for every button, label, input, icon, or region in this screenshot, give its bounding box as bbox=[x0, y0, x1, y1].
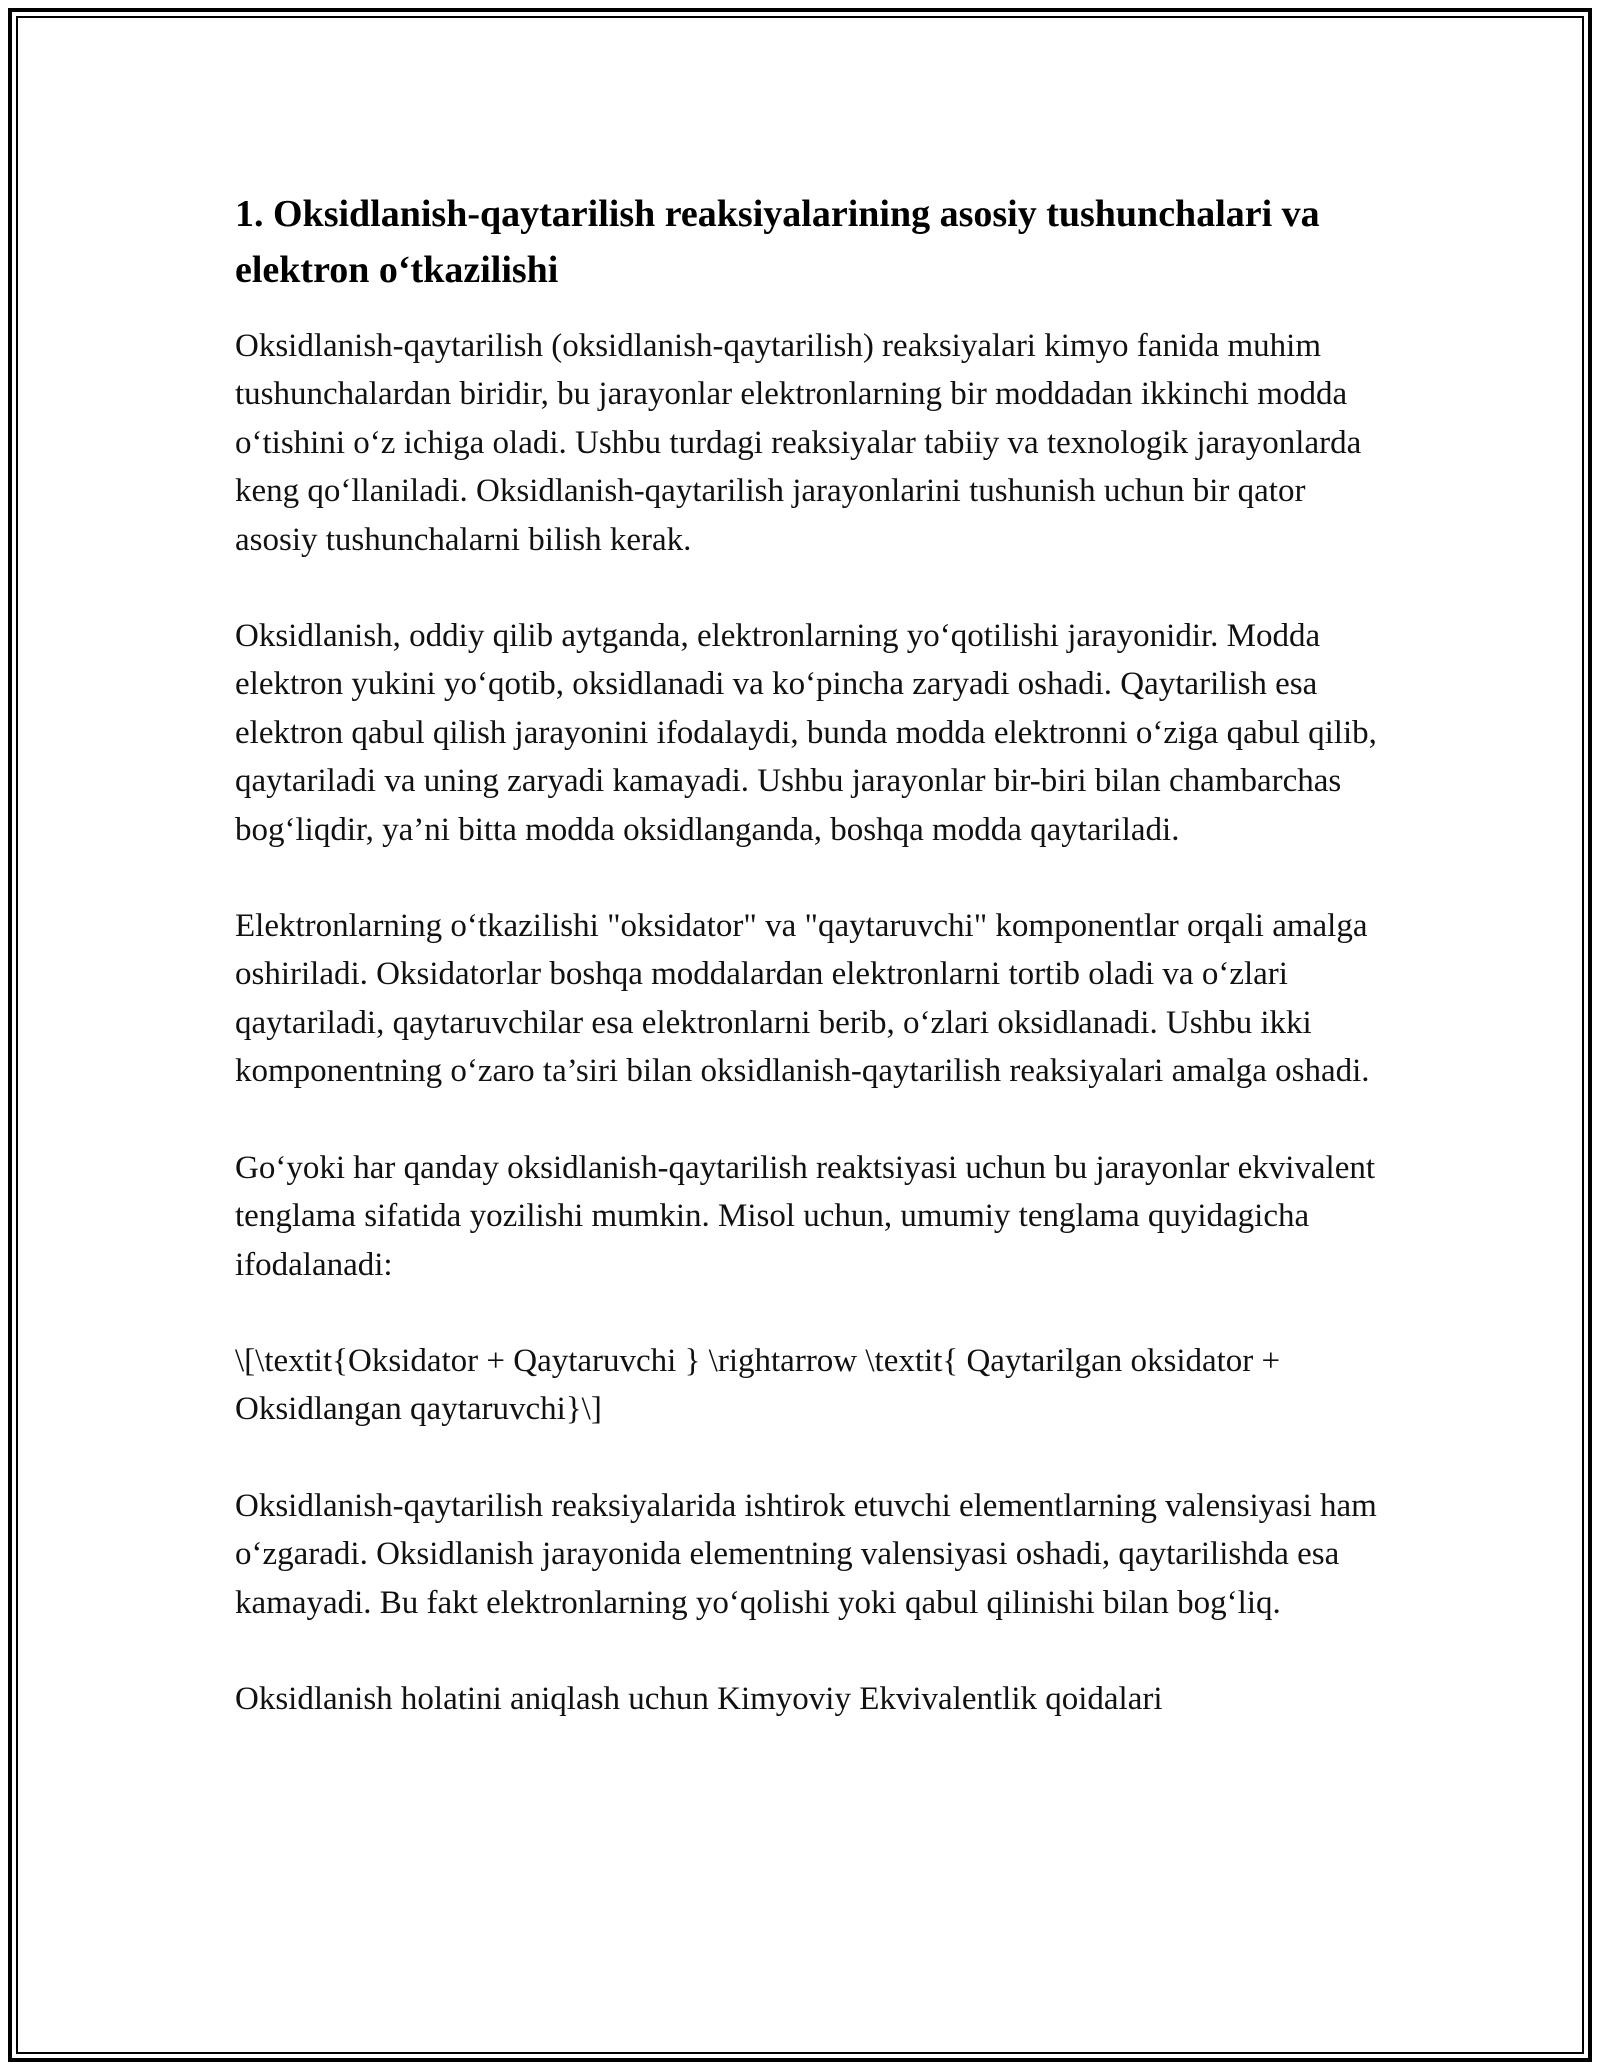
paragraph-intro: Oksidlanish-qaytarilish (oksidlanish-qaytarilish) reaksiyalari kimyo fanida muhim tushunchalardan biridir, bu jarayonlar elektronlarning bir moddadan ikkinchi modda o‘tishini o‘z ichiga oladi. Ushbu turdagi reaksiyalar tabiiy va texnologik jarayonlarda keng qo‘llaniladi. Oksidlanish-qaytarilish jarayonlarini tushunish uchun bir qator asosiy tushunchalarni bilish kerak. bbox=[235, 328, 1362, 558]
paragraph-oxidation-reduction: Oksidlanish, oddiy qilib aytganda, elektronlarning yo‘qotilishi jarayonidir. Modda elektron yukini yo‘qotib, oksidlanadi va ko‘pincha zaryadi oshadi. Qaytarilish esa elektron qabul qilish jarayonini ifodalaydi, bunda modda elektronni o‘ziga qabul qilib, qaytariladi va uning zaryadi kamayadi. Ushbu jarayonlar bir-biri bilan chambarchas bog‘liqdir, ya’ni bitta modda oksidlanganda, boshqa modda qaytariladi. bbox=[235, 618, 1377, 848]
document-body bbox=[235, 186, 1385, 1723]
paragraph-equation: \[\textit{Oksidator + Qaytaruvchi } \rightarrow \textit{ Qaytarilgan oksidator + Oksidlangan qaytaruvchi}\] bbox=[235, 1342, 1281, 1428]
paragraph-electron-transfer: Elektronlarning o‘tkazilishi "oksidator" va "qaytaruvchi" komponentlar orqali amalga oshiriladi. Oksidatorlar boshqa moddalardan elektronlarni tortib oladi va o‘zlari qaytariladi, qaytaruvchilar esa elektronlarni berib, o‘zlari oksidlanadi. Ushbu ikki komponentning o‘zaro ta’siri bilan oksidlanish-qaytarilish reaksiyalari amalga oshadi. bbox=[235, 908, 1370, 1090]
section-title: 1. Oksidlanish-qaytarilish reaksiyalarining asosiy tushunchalari va elektron o‘tkazilishi bbox=[235, 193, 1320, 291]
paragraph-equation-intro: Go‘yoki har qanday oksidlanish-qaytarilish reaktsiyasi uchun bu jarayonlar ekvivalent tenglama sifatida yozilishi mumkin. Misol uchun, umumiy tenglama quyidagicha ifodalanadi: bbox=[235, 1149, 1376, 1283]
paragraph-valence: Oksidlanish-qaytarilish reaksiyalarida ishtirok etuvchi elementlarning valensiyasi ham o‘zgaradi. Oksidlanish jarayonida elementning valensiyasi oshadi, qaytarilishda esa kamayadi. Bu fakt elektronlarning yo‘qolishi yoki qabul qilinishi bilan bog‘liq. bbox=[235, 1487, 1377, 1621]
paragraph-oxidation-state: Oksidlanish holatini aniqlash uchun Kimyoviy Ekvivalentlik qoidalari bbox=[235, 1680, 1163, 1717]
